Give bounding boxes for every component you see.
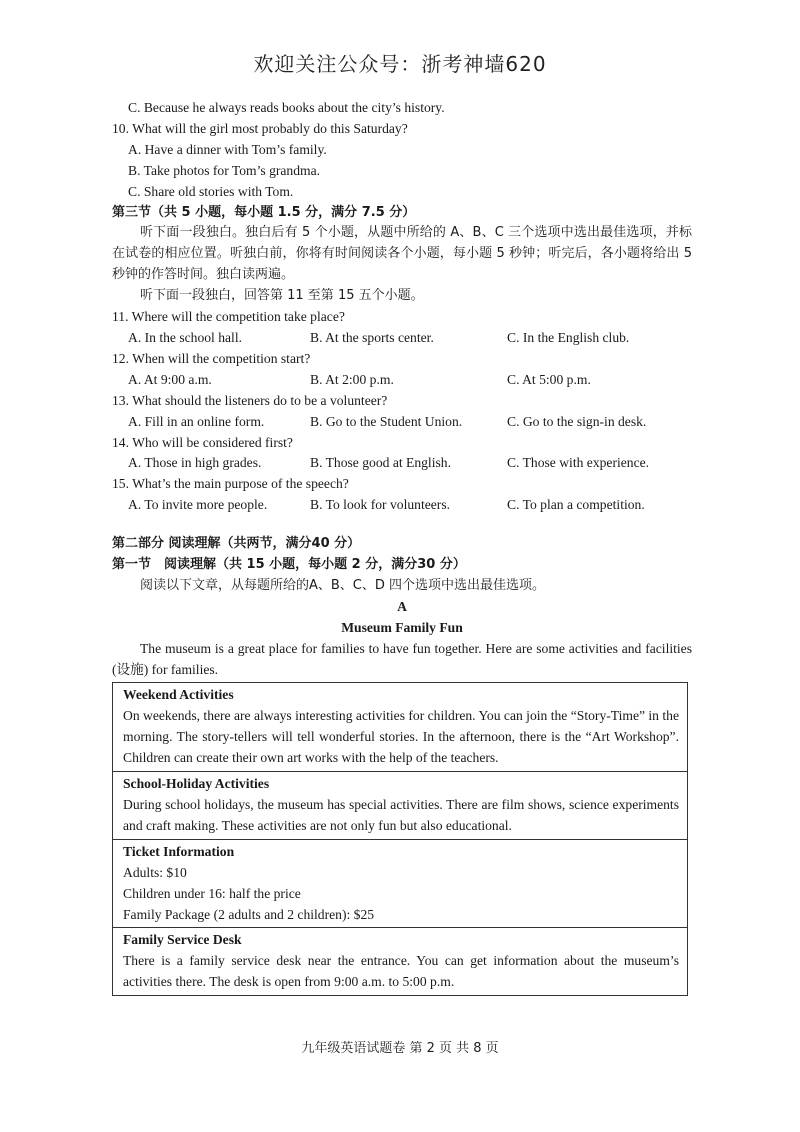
q15-option-c: C. To plan a competition. (507, 497, 645, 513)
table-row (113, 928, 688, 996)
ticket-line-children: Children under 16: half the price (123, 885, 301, 901)
q11-option-c: C. In the English club. (507, 329, 630, 345)
q11-options (112, 328, 692, 349)
part2-section1-title: 第一节 阅读理解（共 15 小题，每小题 2 分，满分30 分） (112, 557, 466, 573)
part2-title: 第二部分 阅读理解（共两节，满分40 分） (112, 536, 361, 552)
desk-cell (113, 928, 688, 996)
passage-title: Museum Family Fun (341, 619, 463, 635)
q14-question: 14. Who will be considered first? (112, 434, 293, 450)
ticket-title: Ticket Information (123, 843, 235, 859)
q15-question: 15. What’s the main purpose of the speech? (112, 476, 349, 492)
q14-option-a: A. Those in high grades. (128, 455, 262, 471)
q14-option-c: C. Those with experience. (507, 455, 650, 471)
desk-title: Family Service Desk (123, 932, 242, 948)
part2-instructions: 阅读以下文章，从每题所给的A、B、C、D 四个选项中选出最佳选项。 (140, 577, 546, 593)
q15-option-b: B. To look for volunteers. (310, 497, 451, 513)
q12-options (112, 370, 692, 391)
museum-info-table (112, 682, 688, 996)
q14-options (112, 453, 692, 474)
q10-option-a: A. Have a dinner with Tom’s family. (128, 141, 327, 157)
section3-instructions: 听下面一段独白。独白后有 5 个小题，从题中所给的 A、B、C 三个选项中选出最佳选项，并标在试卷的相应位置。听独白前，你将有时间阅读各个小题，每小题 5 秒钟；听完后，各小题将给出 5 秒钟的作答时间。独白读两遍。 (112, 225, 692, 283)
section3-title: 第三节（共 5 小题，每小题 1.5 分，满分 7.5 分） (112, 204, 416, 220)
holiday-body: During school holidays, the museum has special activities. There are film shows, science experiments and craft making. These activities are not only fun but also educational. (123, 797, 679, 833)
ticket-line-family: Family Package (2 adults and 2 children): $25 (123, 906, 375, 922)
passage-letter: A (397, 598, 407, 614)
q13-option-c: C. Go to the sign-in desk. (507, 413, 647, 429)
weekend-cell (113, 683, 688, 772)
q13-option-b: B. Go to the Student Union. (310, 413, 463, 429)
weekend-title: Weekend Activities (123, 687, 234, 703)
table-row (113, 683, 688, 772)
exam-content (112, 98, 692, 996)
q10-question: 10. What will the girl most probably do this Saturday? (112, 120, 408, 136)
page-header: 欢迎关注公众号：浙考神墙620 (253, 52, 547, 76)
q12-option-a: A. At 9:00 a.m. (128, 371, 212, 387)
passage-intro: The museum is a great place for families to have fun together. Here are some activities and facilities (设施) for families. (112, 640, 692, 677)
holiday-cell (113, 772, 688, 840)
table-row (113, 839, 688, 928)
q11-question: 11. Where will the competition take place? (112, 309, 345, 325)
q9-option-c: C. Because he always reads books about the city’s history. (128, 100, 445, 115)
desk-body: There is a family service desk near the entrance. You can get information about the museum’s activities there. The desk is open from 9:00 a.m. to 5:00 p.m. (123, 953, 679, 990)
q14-option-b: B. Those good at English. (310, 455, 451, 471)
ticket-line-adults: Adults: $10 (123, 864, 187, 880)
q13-question: 13. What should the listeners do to be a volunteer? (112, 392, 388, 408)
table-row (113, 772, 688, 840)
q10-option-c: C. Share old stories with Tom. (128, 183, 294, 199)
page-footer: 九年级英语试题卷 第 2 页 共 8 页 (301, 1041, 499, 1056)
q11-option-b: B. At the sports center. (310, 329, 434, 345)
q12-option-b: B. At 2:00 p.m. (310, 371, 394, 387)
q13-option-a: A. Fill in an online form. (128, 413, 265, 429)
q13-options (112, 412, 692, 433)
weekend-body: On weekends, there are always interesting activities for children. You can join the “Story-Time” in the morning. The story-tellers will tell wonderful stories. In the afternoon, there is the “Art Workshop”. Children can create their own art works with the help of the teachers. (123, 708, 679, 766)
q10-option-b: B. Take photos for Tom’s grandma. (128, 162, 321, 178)
q15-options (112, 495, 692, 516)
q11-option-a: A. In the school hall. (128, 329, 243, 345)
q12-question: 12. When will the competition start? (112, 350, 311, 366)
ticket-cell (113, 839, 688, 928)
q15-option-a: A. To invite more people. (128, 497, 268, 513)
q12-option-c: C. At 5:00 p.m. (507, 371, 591, 387)
holiday-title: School-Holiday Activities (123, 776, 270, 792)
section3-subinstruction: 听下面一段独白，回答第 11 至第 15 五个小题。 (140, 288, 424, 304)
